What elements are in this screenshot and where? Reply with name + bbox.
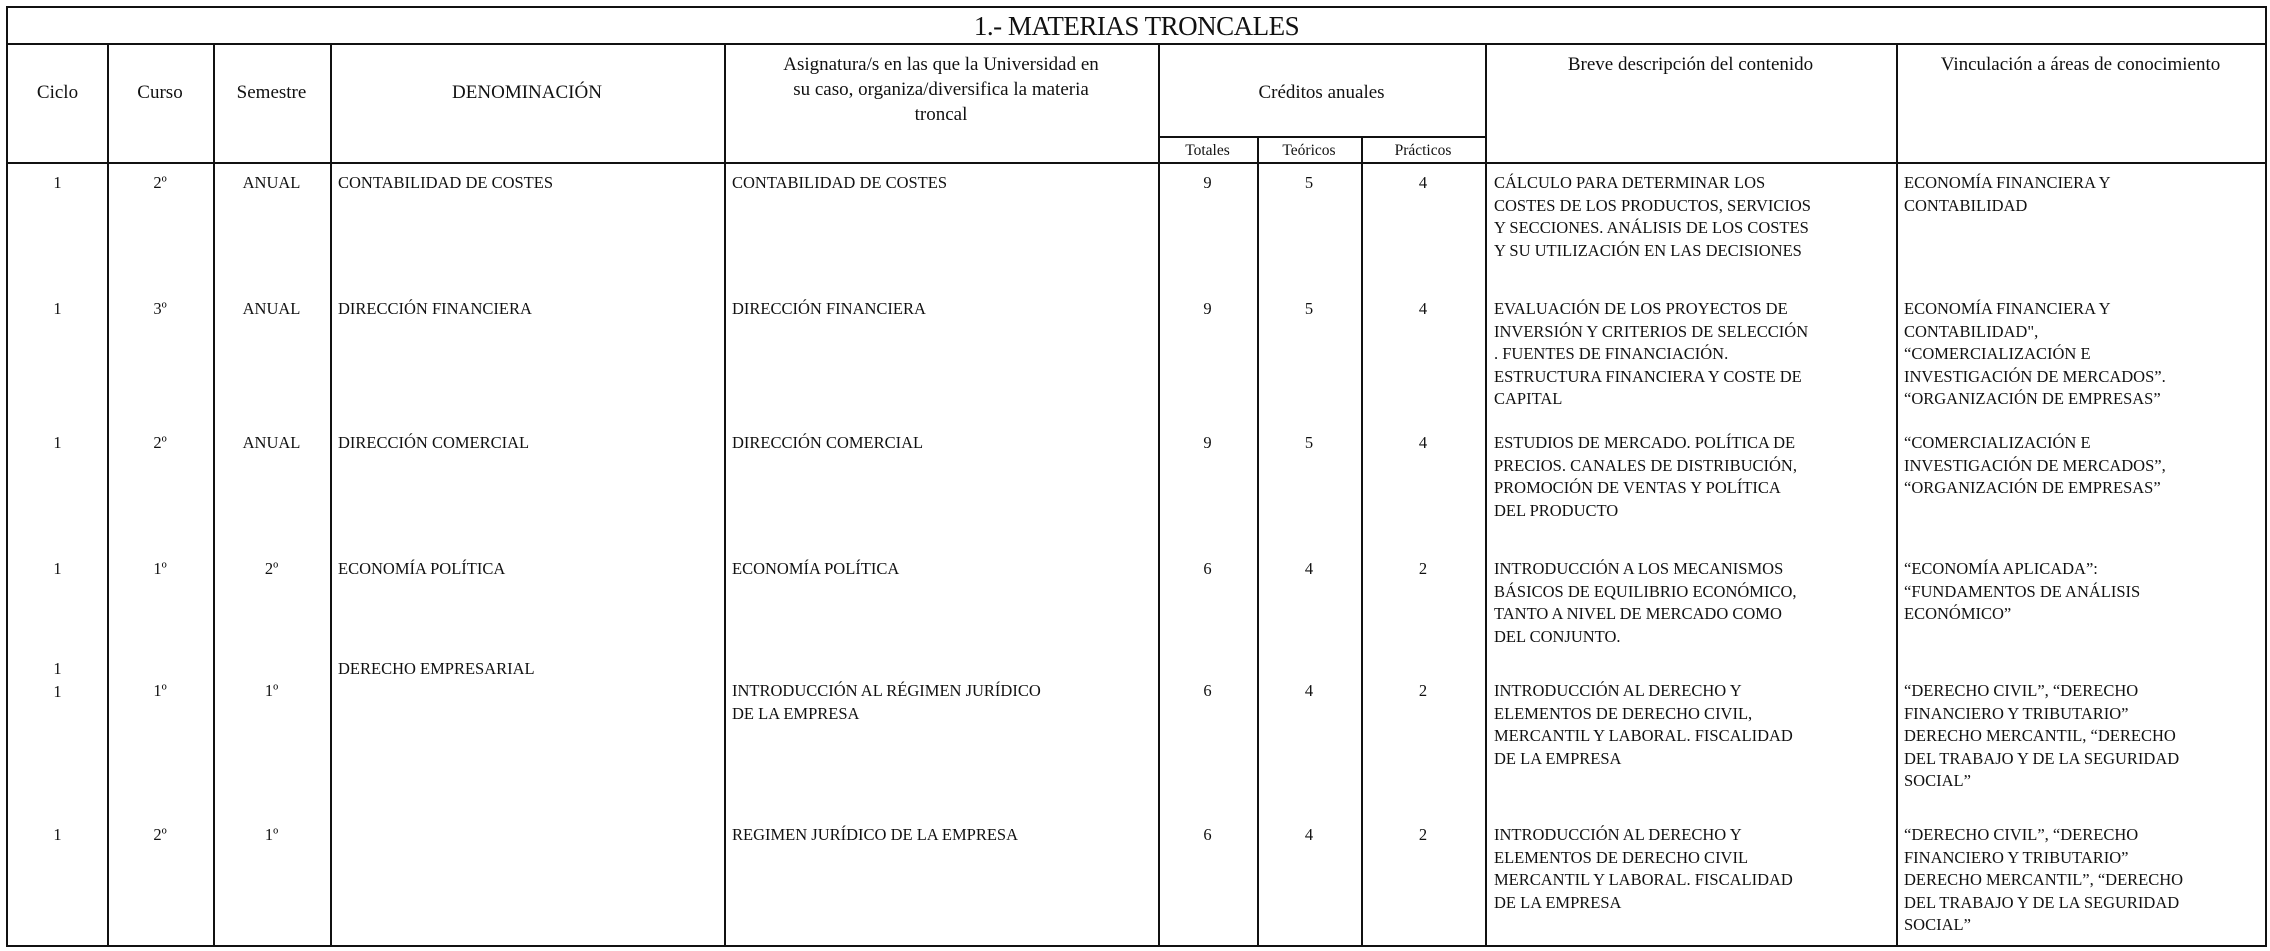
header-denominacion: DENOMINACIÓN — [452, 82, 602, 103]
column-divider — [330, 45, 332, 947]
cell-practicos: 2 — [1418, 559, 1428, 578]
cell-teoricos: 4 — [1304, 559, 1314, 578]
cell-semestre: 1º — [264, 825, 279, 844]
cell-totales: 6 — [1203, 681, 1212, 700]
header-curso: Curso — [137, 82, 183, 103]
row-divider — [1158, 136, 1485, 138]
cell-vinculacion: ECONOMÍA FINANCIERA Y CONTABILIDAD — [1904, 173, 2111, 215]
cell-descripcion: INTRODUCCIÓN AL DERECHO Y ELEMENTOS DE DERECHO CIVIL, MERCANTIL Y LABORAL. FISCALIDAD DE LA EMPRESA — [1494, 681, 1793, 768]
cell-ciclo: 1 — [53, 433, 62, 452]
cell-curso: 3º — [153, 299, 167, 318]
column-divider — [724, 45, 726, 947]
table-title: 1.- MATERIAS TRONCALES — [8, 8, 2265, 45]
cell-totales: 9 — [1203, 433, 1212, 452]
cell-descripcion: CÁLCULO PARA DETERMINAR LOS COSTES DE LOS PRODUCTOS, SERVICIOS Y SECCIONES. ANÁLISIS DE LOS COSTES Y SU UTILIZACIÓN EN LAS DECISIONES — [1494, 173, 1811, 260]
cell-vinculacion: “DERECHO CIVIL”, “DERECHO FINANCIERO Y TRIBUTARIO” DERECHO MERCANTIL, “DERECHO DEL TRABAJO Y DE LA SEGURIDAD SOCIAL” — [1904, 681, 2180, 790]
cell-practicos: 4 — [1418, 173, 1428, 192]
header-creditos-anuales: Créditos anuales — [1258, 82, 1385, 103]
header-ciclo: Ciclo — [36, 82, 79, 103]
cell-denominacion: DIRECCIÓN FINANCIERA — [338, 299, 532, 318]
header-totales: Totales — [1185, 142, 1230, 159]
cell-curso: 2º — [153, 433, 167, 452]
cell-teoricos: 5 — [1304, 173, 1314, 192]
cell-semestre: ANUAL — [242, 433, 301, 452]
cell-curso: 1º — [153, 681, 167, 700]
materias-troncales-table — [6, 6, 2267, 947]
cell-teoricos: 5 — [1304, 433, 1314, 452]
cell-denominacion: DIRECCIÓN COMERCIAL — [338, 433, 530, 452]
header-asignatura: Asignatura/s en las que la Universidad en su caso, organiza/diversifica la materia troncal — [783, 54, 1099, 125]
cell-descripcion: INTRODUCCIÓN AL DERECHO Y ELEMENTOS DE DERECHO CIVIL MERCANTIL Y LABORAL. FISCALIDAD DE LA EMPRESA — [1494, 825, 1793, 912]
cell-ciclo: 1 — [53, 825, 62, 844]
cell-denominacion: DERECHO EMPRESARIAL — [338, 659, 535, 678]
header-bottom-line — [8, 162, 2265, 164]
cell-teoricos: 4 — [1304, 825, 1314, 844]
header-vinculacion: Vinculación a áreas de conocimiento — [1940, 54, 2221, 75]
cell-vinculacion: ECONOMÍA FINANCIERA Y CONTABILIDAD", “COMERCIALIZACIÓN E INVESTIGACIÓN DE MERCADOS”. “ORGANIZACIÓN DE EMPRESAS” — [1904, 299, 2166, 408]
cell-semestre: ANUAL — [242, 173, 301, 192]
cell-descripcion: ESTUDIOS DE MERCADO. POLÍTICA DE PRECIOS. CANALES DE DISTRIBUCIÓN, PROMOCIÓN DE VENTAS Y POLÍTICA DEL PRODUCTO — [1494, 433, 1797, 520]
header-semestre: Semestre — [236, 82, 307, 103]
cell-asignatura: REGIMEN JURÍDICO DE LA EMPRESA — [732, 825, 1019, 844]
cell-semestre: ANUAL — [242, 299, 301, 318]
header-practicos: Prácticos — [1394, 142, 1452, 159]
cell-practicos: 2 — [1418, 681, 1428, 700]
column-divider — [1896, 45, 1898, 947]
cell-totales: 9 — [1203, 299, 1212, 318]
cell-curso: 2º — [153, 825, 167, 844]
cell-curso: 2º — [153, 173, 167, 192]
cell-denominacion: ECONOMÍA POLÍTICA — [338, 559, 506, 578]
cell-practicos: 2 — [1418, 825, 1428, 844]
cell-practicos: 4 — [1418, 299, 1428, 318]
cell-curso: 1º — [153, 559, 167, 578]
cell-semestre: 1º — [264, 681, 279, 700]
cell-denominacion: CONTABILIDAD DE COSTES — [338, 173, 554, 192]
cell-descripcion: INTRODUCCIÓN A LOS MECANISMOS BÁSICOS DE EQUILIBRIO ECONÓMICO, TANTO A NIVEL DE MERCADO COMO DEL CONJUNTO. — [1494, 559, 1797, 646]
cell-vinculacion: “COMERCIALIZACIÓN E INVESTIGACIÓN DE MERCADOS”, “ORGANIZACIÓN DE EMPRESAS” — [1904, 433, 2166, 497]
cell-totales: 6 — [1203, 559, 1212, 578]
cell-ciclo: 1 — [53, 559, 62, 578]
cell-vinculacion: “ECONOMÍA APLICADA”: “FUNDAMENTOS DE ANÁLISIS ECONÓMICO” — [1904, 559, 2141, 623]
cell-ciclo: 1 1 — [53, 659, 62, 701]
cell-asignatura: DIRECCIÓN COMERCIAL — [732, 433, 924, 452]
cell-ciclo: 1 — [53, 173, 62, 192]
cell-asignatura: CONTABILIDAD DE COSTES — [732, 173, 948, 192]
cell-totales: 6 — [1203, 825, 1212, 844]
cell-practicos: 4 — [1418, 433, 1428, 452]
cell-totales: 9 — [1203, 173, 1212, 192]
cell-semestre: 2º — [264, 559, 279, 578]
cell-descripcion: EVALUACIÓN DE LOS PROYECTOS DE INVERSIÓN Y CRITERIOS DE SELECCIÓN . FUENTES DE FINANCIACIÓN. ESTRUCTURA FINANCIERA Y COSTE DE CAPITAL — [1494, 299, 1809, 408]
cell-teoricos: 5 — [1304, 299, 1314, 318]
cell-asignatura: INTRODUCCIÓN AL RÉGIMEN JURÍDICO DE LA EMPRESA — [732, 681, 1041, 723]
cell-asignatura: ECONOMÍA POLÍTICA — [732, 559, 900, 578]
cell-asignatura: DIRECCIÓN FINANCIERA — [732, 299, 926, 318]
header-teoricos: Teóricos — [1282, 142, 1336, 159]
header-descripcion: Breve descripción del contenido — [1567, 54, 1814, 75]
cell-teoricos: 4 — [1304, 681, 1314, 700]
cell-vinculacion: “DERECHO CIVIL”, “DERECHO FINANCIERO Y TRIBUTARIO” DERECHO MERCANTIL”, “DERECHO DEL TRABAJO Y DE LA SEGURIDAD SOCIAL” — [1904, 825, 2184, 934]
cell-ciclo: 1 — [53, 299, 62, 318]
column-divider — [1485, 45, 1487, 947]
